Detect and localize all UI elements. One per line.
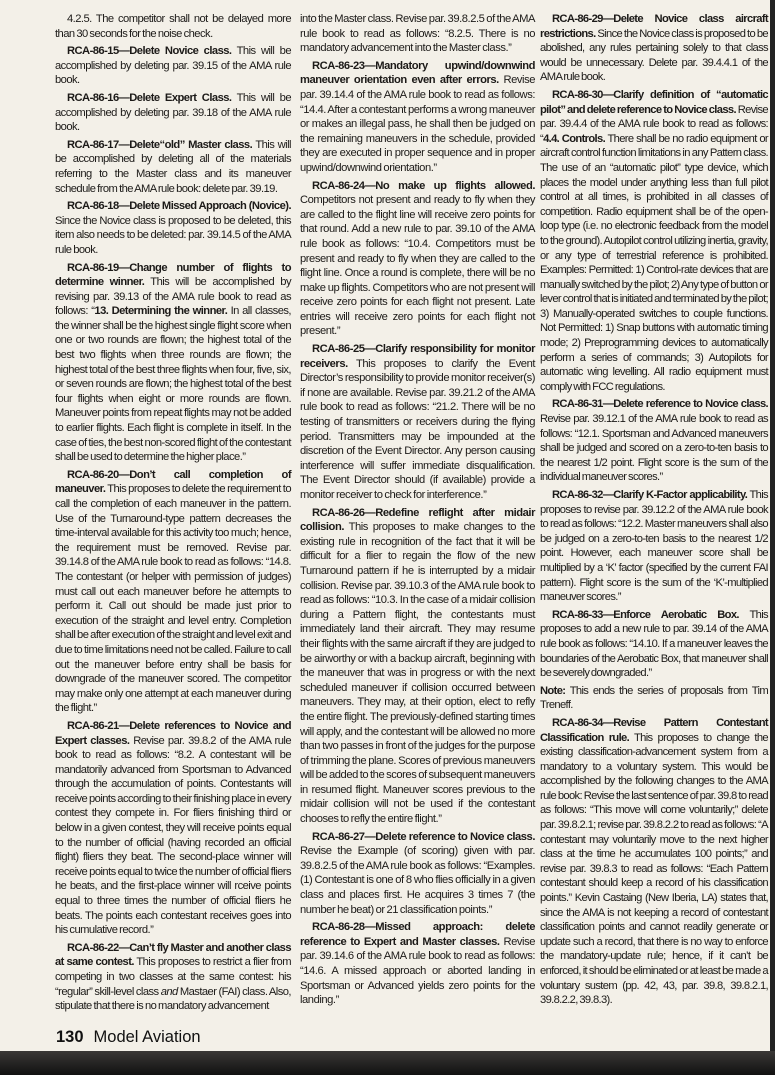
proposal-paragraph [55,138,291,196]
paragraph-heading: RCA-86-28—Missed approach: delete reference to Expert and Master classes. [300,921,535,948]
paragraph-heading: RCA-86-27—Delete reference to Novice class. [312,830,535,843]
paragraph-heading: RCA-86-21—Delete references to Novice and Expert classes. [55,719,291,747]
paragraph-text: Revise par. 39.4.4 of the AMA rule book to read as follows: “ [540,103,768,145]
paragraph-text: 4.2.5. The competitor shall not be delayed more than 30 seconds for the noise check. [55,13,291,40]
proposal-paragraph [540,12,768,85]
paragraph-text: This will be accomplished by revising par. 39.13 of the AMA rule book to read as follows: “ [55,276,291,318]
paragraph-heading: RCA-86-29—Delete Novice class aircraft restrictions. [540,13,768,40]
paragraph-text: Since the Novice class is proposed to be deleted, this item also needs to be deleted: par. 39.14.5 of the AMA rule book. [55,214,291,256]
paragraph-text: This proposes to change the existing classification-advancement system from a mandatory to a voluntary system. This would be accomplished by the following changes to the AMA rule book: Revise the last sentence of par. 39.8 to read as follows: “This move will come voluntarily;” delete par. 39.8.2.1; revise par. 39.8.2.2 to read as follows: “A contestant may voluntarily move to the next higher class at the time he accumulates 100 points;” and revise par. 39.8.3 to read as follows: “Each Pattern contestant should keep a record of his classification points.” Kevin Castaing (New Iberia, LA) states that, since the AMA is not keeping a record of contestant classification points and cannot readily generate or update such a record, that there is no way to enforce the mandatory-update rule; hence, if it can’t be enforced, it should be eliminated or at least be made a voluntary sustem (pp. 42, 43, par. 39.8, 39.8.2.1, 39.8.2.2, 39.8.3). [540,731,768,1007]
paragraph-text: This will be accomplished by deleting par. 39.18 of the AMA rule book. [55,91,291,134]
paragraph-text: Revise par. 39.14.6 of the AMA rule book to read as follows: “14.6. A missed approach or aborted landing in Sportsman or Advanced yields zero points for the landing.” [300,935,535,1007]
paragraph-text: into the Master class. Revise par. 39.8.2.5 of the AMA rule book to read as follows: “8.2.5. There is no mandatory advancement into the Master class.” [300,13,535,55]
paragraph-text: This proposes to make changes to the existing rule in recognition of the fact that it will be difficult for a flier to regain the flow of the new Turnaround pattern if he is interrupted by a midair collision. Revise par. 39.10.3 of the AMA rule book to read as follows: “10.3. In the case of a midair collision during a Pattern flight, the contestants must immediately land their aircraft. They may resume their flights with the same aircraft if they are judged to be airworthy or with a backup aircraft, beginning with the maneuver that was in progress or with the next scheduled maneuver if collision occurred between maneuvers. They may, at their option, elect to refly the entire flight. The previously-defined starting times will apply, and the contestant will be allowed no more than two passes in front of the judges for the purpose of trimming the plane. Scores of previous maneuvers will be added to the scores of subsequent maneuvers in resumed flight. Maneuver scores previous to the midair collision will not be used if the contestant chooses to refly the entire flight.” [300,521,535,826]
paragraph-text: There shall be no radio equipment or aircraft control function limitations in any Pattern class. The use of an “automatic pilot” type device, which places the model under anything less than full pilot control at all times, is prohibited in all classes of competition. Radio equipment shall be of the open-loop type (i.e. no electronic feedback from the model to the ground). Autopilot control utilizing inertia, gravity, or any type of terrestrial reference is prohibited. Examples: Permitted: 1) Control-rate devices that are manually switched by the pilot; 2) Any type of button or lever control that is initiated and terminated by the pilot; 3) Manually-operated switches to couple functions. Not Permitted: 1) Snap buttons with automatic timing mode; 2) Preprogramming devices to automatically perform a series of commands; 3) Autopilots for automatic wing levelling. All radio equipment must comply with FCC regulations. [540,132,768,393]
scan-edge-bottom [0,1051,775,1075]
paragraph-text: Revise par. 39.8.2 of the AMA rule book to read as follows: “8.2. A contestant will be mandatorily advanced from Sportsman to Advanced through the accumulation of points. Contestants will receive points according to their finishing place in every contest they compete in. For fliers finishing third or below in a given contest, they will receive points equal to the number of official (having recorded an official flight) fliers they beat. The second-place winner will receive points equal to twice the number of official fliers he beats, and the first-place winner will rceive points equal to three times the number of official fliers he beats. The points each contestant receives goes into his cumulative record.” [55,734,291,937]
paragraph-text: This will be accomplished by deleting all of the materials referring to the Master class and its maneuver schedule from the AMA rule book: delete par. 39.19. [55,138,291,195]
proposal-paragraph [540,88,768,394]
scan-edge-right [770,0,775,1075]
paragraph-heading: RCA-86-19—Change number of flights to determine winner. [55,261,291,289]
proposal-paragraph [55,91,291,135]
paragraph-heading: RCA-86-17—Delete“old” Master class. [67,138,253,151]
paragraph-heading: RCA-86-18—Delete Missed Approach (Novice). [67,200,291,213]
paragraph-heading: RCA-86-20—Don’t call completion of maneuver. [55,468,291,496]
paragraph-text: Revise the Example (of scoring) given with par. 39.8.2.5 of the AMA rule book as follows: “Examples. (1) Contestant is one of 8 who flies officially in a given class and places first. He acquires 3 times 7 (the number he beat) or 21 classification points.” [300,845,535,916]
paragraph-text: In all classes, the winner shall be the highest single flight score when one or two rounds are flown; the highest total of the best two flights when three rounds are flown; the highest total of the best three flights when four, five, six, or seven rounds are flown; the highest total of the best four flights when eight or more rounds are flown. Maneuver points from repeat flights may not be added to earlier flights. Each flight is complete in itself. In the case of ties, the best non-scored flight of the contestant shall be used to determine the higher place.” [55,305,291,464]
proposal-paragraph [300,342,535,503]
text-column-2 [300,12,535,1011]
paragraph-text: This proposes to add a new rule to par. 39.14 of the AMA rule book as follows: “14.10. If a maneuver leaves the boundaries of the Aerobatic Box, that maneuver shall be severely downgraded.” [540,608,768,680]
proposal-paragraph [540,716,768,1008]
proposal-paragraph [540,397,768,485]
paragraph-text: and [160,985,178,998]
paragraph-heading: RCA-86-25—Clarify responsibility for monitor receivers. [300,343,535,370]
proposal-paragraph [300,59,535,176]
paragraph-heading: RCA-86-34—Revise Pattern Contestant Classification rule. [540,716,768,744]
paragraph-heading: RCA-86-32—Clarify K-Factor applicability. [552,489,748,501]
proposal-paragraph [55,12,291,41]
proposal-paragraph [55,199,291,257]
paragraph-text: This proposes to revise par. 39.12.2 of the AMA rule book to read as follows: “12.2. Master maneuvers shall also be judged on a zero-to-ten basis to the nearest 1/2 point. However, each maneuver score shall be multiplied by a ‘K’ factor (specified by the current FAI pattern). Flight score is the sum of the ‘K’-multiplied maneuver scores.” [540,489,768,604]
paragraph-heading: 13. Determining the winner. [94,305,228,318]
paragraph-heading: RCA-86-23—Mandatory upwind/downwind maneuver orientation even after errors. [300,59,535,87]
proposal-paragraph [55,719,291,938]
paragraph-heading: RCA-86-16—Delete Expert Class. [67,91,232,104]
paragraph-text: This proposes to restrict a flier from competing in two classes at the same contest: his “regular” skill-level class [55,956,291,998]
paragraph-text: This ends the series of proposals from Tim Treneff. [540,684,768,712]
paragraph-text: This proposes to clarify the Event Director’s responsibility to provide monitor receiver(s) if none are available. Revise par. 39.21.2 of the AMA rule book to read as follows: “21.2. There will be no testing of transmitters or receivers during the flying period. Transmitters may be impounded at the discretion of the Event Director. Any person causing interference will suffer immediate disqualification. The Event Director should (if available) provide a monitor receiver to check for interference.” [300,357,535,501]
paragraph-heading: RCA-86-22—Can’t fly Master and another class at same contest. [55,941,291,969]
proposal-paragraph [300,830,535,918]
paragraph-text: Mastaer (FAI) class. Also, stipulate that there is no mandatory advancement [55,985,291,1013]
paragraph-text: Competitors not present and ready to fly when they are called to the flight line will receive zero points for that round. Add a new rule to par. 39.10 of the AMA rule book as follows: “10.4. Competitors must be present and ready to fly when they are called to the flight line. Once a round is complete, there will be no make up flights. Competitors who are not present will receive zero points for each flight not present. Late entries will receive zero points for each flight not present.” [300,194,535,338]
proposal-paragraph [300,920,535,1008]
proposal-paragraph [300,12,535,56]
proposal-paragraph [55,261,291,465]
paragraph-heading: RCA-86-33—Enforce Aerobatic Box. [552,608,739,621]
paragraph-text: Revise par. 39.14.4 of the AMA rule book to read as follows: “14.4. After a contestant performs a wrong maneuver or makes an illegal pass, he shall then be judged on the remaining maneuvers in the schedule, provided they are executed in proper sequence and in proper upwind/downwind orientation.” [300,74,535,174]
proposal-paragraph [55,44,291,88]
proposal-paragraph [540,488,768,605]
proposal-paragraph [300,506,535,827]
paragraph-heading: RCA-86-26—Redefine reflight after midair collision. [300,506,535,534]
proposal-paragraph [540,608,768,681]
paragraph-heading: RCA-86-24—No make up flights allowed. [312,179,535,192]
paragraph-heading: RCA-86-31—Delete reference to Novice class. [552,398,768,411]
proposal-paragraph [55,941,291,1014]
paragraph-heading: 4.4. Controls. [543,132,606,145]
magazine-title: Model Aviation [93,1028,201,1046]
paragraph-text: Revise par. 39.12.1 of the AMA rule book to read as follows: “12.1. Sportsman and Advanced maneuvers shall be judged and scored on a zero-to-ten basis to the nearest 1/2 point. Flight score is the sum of the individual maneuver scores.” [540,413,768,484]
paragraph-heading: Note: [540,684,566,697]
paragraph-heading: RCA-86-30—Clarify definition of “automatic pilot” and delete reference to Novice class. [540,88,768,116]
paragraph-text: This proposes to delete the requirement to call the completion of each maneuver in the pattern. Use of the Turnaround-type pattern decreases the time-interval available for this activity too much; hence, the requirement must be removed. Revise par. 39.14.8 of the AMA rule book to read as follows: “14.8. The contestant (or helper with permission of judges) must call out each maneuver before he attempts to perform it. Call out should be made just prior to execution of the straight and level entry. Completion shall be after execution of the straight and level exit and due to time limitations need not be called. Failure to call out the maneuver before entry shall be basis for downgrade of the maneuver scored. The competitor may make only one attempt at each maneuver during the flight.” [55,483,291,715]
text-column-3 [540,12,768,1011]
page-footer [56,1027,201,1047]
proposal-paragraph [300,179,535,340]
paragraph-heading: RCA-86-15—Delete Novice class. [67,45,232,58]
proposal-paragraph [540,684,768,713]
page-number: 130 [56,1028,84,1046]
proposal-paragraph [55,468,291,716]
text-column-1 [55,12,291,1017]
paragraph-text: This will be accomplished by deleting par. 39.15 of the AMA rule book. [55,45,291,87]
paragraph-text: Since the Novice class is proposed to be abolished, any rules pertaining solely to that class would be unnecessary. Delete par. 39.4.4.1 of the AMA rule book. [540,27,768,84]
